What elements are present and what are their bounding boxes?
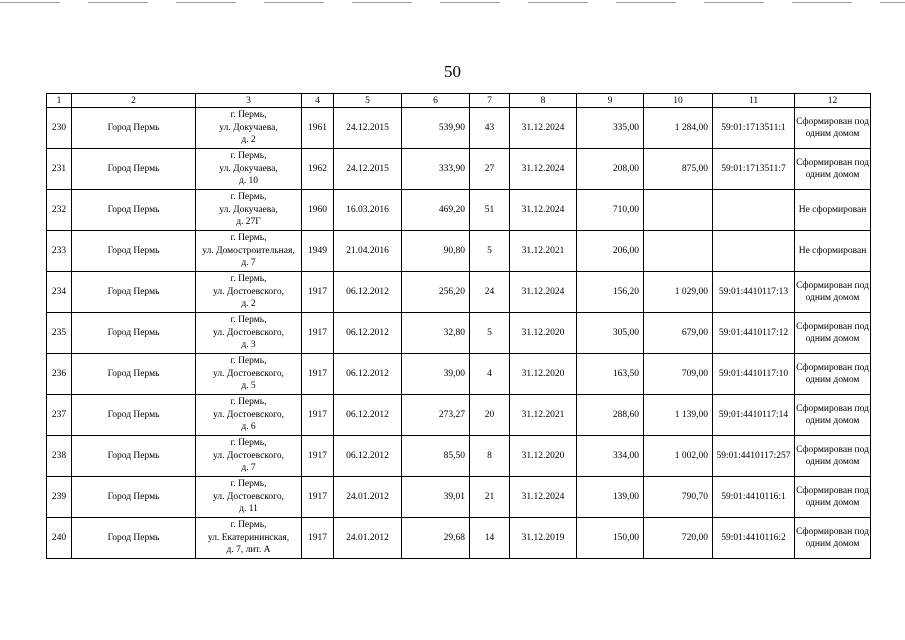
residents-cell: 5 (470, 231, 510, 272)
resettlement-deadline-cell: 31.12.2021 (510, 231, 577, 272)
municipality-cell: Город Пермь (72, 190, 196, 231)
address-cell (196, 313, 302, 354)
column-9-cell: 208,00 (577, 149, 644, 190)
residents-cell: 24 (470, 272, 510, 313)
area-cell: 273,27 (402, 395, 470, 436)
build-year-cell: 1917 (302, 354, 334, 395)
row-number-cell: 235 (47, 313, 72, 354)
resettlement-deadline-cell: 31.12.2024 (510, 149, 577, 190)
area-cell: 333,90 (402, 149, 470, 190)
build-year-cell: 1962 (302, 149, 334, 190)
municipality-cell: Город Пермь (72, 149, 196, 190)
build-year-cell: 1960 (302, 190, 334, 231)
land-plot-status-cell: Сформирован под одним домом (795, 108, 871, 149)
area-cell: 539,90 (402, 108, 470, 149)
cadastral-number-cell: 59:01:4410117:10 (713, 354, 795, 395)
column-10-cell (644, 190, 713, 231)
residents-cell: 5 (470, 313, 510, 354)
table-row (47, 395, 871, 436)
recognition-date-cell: 16.03.2016 (334, 190, 402, 231)
address-line: д. 5 (241, 381, 256, 392)
address-line: г. Пермь, (230, 315, 267, 326)
residents-cell: 14 (470, 518, 510, 559)
column-number-8: 8 (510, 94, 577, 108)
address-line: г. Пермь, (230, 151, 267, 162)
address-line: ул. Достоевского, (213, 368, 284, 379)
address-cell (196, 231, 302, 272)
cadastral-number-cell: 59:01:1713511:1 (713, 108, 795, 149)
column-10-cell: 709,00 (644, 354, 713, 395)
address-line: г. Пермь, (230, 274, 267, 285)
cadastral-number-cell: 59:01:4410116:2 (713, 518, 795, 559)
municipality-cell: Город Пермь (72, 272, 196, 313)
land-plot-status-cell: Сформирован под одним домом (795, 395, 871, 436)
address-line: д. 2 (241, 299, 256, 310)
address-line: г. Пермь, (230, 110, 267, 121)
recognition-date-cell: 06.12.2012 (334, 395, 402, 436)
area-cell: 39,00 (402, 354, 470, 395)
column-10-cell: 1 002,00 (644, 436, 713, 477)
column-9-cell: 156,20 (577, 272, 644, 313)
address-line: д. 3 (241, 340, 256, 351)
address-line: д. 2 (241, 135, 256, 146)
municipality-cell: Город Пермь (72, 231, 196, 272)
housing-register-table (46, 93, 871, 559)
column-10-cell: 875,00 (644, 149, 713, 190)
cadastral-number-cell (713, 190, 795, 231)
table-row (47, 108, 871, 149)
area-cell: 256,20 (402, 272, 470, 313)
column-number-1: 1 (47, 94, 72, 108)
address-line: д. 11 (239, 504, 258, 515)
column-9-cell: 150,00 (577, 518, 644, 559)
cadastral-number-cell: 59:01:4410117:12 (713, 313, 795, 354)
column-number-9: 9 (577, 94, 644, 108)
row-number-cell: 238 (47, 436, 72, 477)
build-year-cell: 1961 (302, 108, 334, 149)
column-9-cell: 288,60 (577, 395, 644, 436)
address-line: ул. Достоевского, (213, 491, 284, 502)
address-line: ул. Докучаева, (219, 163, 278, 174)
build-year-cell: 1949 (302, 231, 334, 272)
land-plot-status-cell: Сформирован под одним домом (795, 436, 871, 477)
residents-cell: 27 (470, 149, 510, 190)
table-row (47, 354, 871, 395)
cadastral-number-cell: 59:01:1713511:7 (713, 149, 795, 190)
cadastral-number-cell: 59:01:4410116:1 (713, 477, 795, 518)
land-plot-status-cell: Не сформирован (795, 231, 871, 272)
recognition-date-cell: 06.12.2012 (334, 436, 402, 477)
area-cell: 29,68 (402, 518, 470, 559)
build-year-cell: 1917 (302, 395, 334, 436)
land-plot-status-cell: Сформирован под одним домом (795, 354, 871, 395)
municipality-cell: Город Пермь (72, 518, 196, 559)
column-9-cell: 335,00 (577, 108, 644, 149)
row-number-cell: 231 (47, 149, 72, 190)
column-10-cell: 679,00 (644, 313, 713, 354)
address-line: г. Пермь, (230, 520, 267, 531)
address-cell (196, 190, 302, 231)
column-number-5: 5 (334, 94, 402, 108)
row-number-cell: 232 (47, 190, 72, 231)
column-9-cell: 163,50 (577, 354, 644, 395)
address-line: ул. Екатерининская, (207, 532, 290, 543)
address-line: г. Пермь, (230, 438, 267, 449)
column-10-cell: 1 139,00 (644, 395, 713, 436)
resettlement-deadline-cell: 31.12.2020 (510, 354, 577, 395)
build-year-cell: 1917 (302, 272, 334, 313)
recognition-date-cell: 06.12.2012 (334, 313, 402, 354)
area-cell: 39,01 (402, 477, 470, 518)
address-line: ул. Достоевского, (213, 327, 284, 338)
resettlement-deadline-cell: 31.12.2020 (510, 313, 577, 354)
row-number-cell: 230 (47, 108, 72, 149)
resettlement-deadline-cell: 31.12.2019 (510, 518, 577, 559)
residents-cell: 4 (470, 354, 510, 395)
address-line: г. Пермь, (230, 479, 267, 490)
column-10-cell (644, 231, 713, 272)
table-row (47, 313, 871, 354)
scan-top-rule (0, 2, 905, 3)
recognition-date-cell: 21.04.2016 (334, 231, 402, 272)
address-cell (196, 354, 302, 395)
cadastral-number-cell: 59:01:4410117:14 (713, 395, 795, 436)
address-cell (196, 272, 302, 313)
address-line: г. Пермь, (230, 233, 267, 244)
table-row (47, 190, 871, 231)
area-cell: 90,80 (402, 231, 470, 272)
land-plot-status-cell: Не сформирован (795, 190, 871, 231)
cadastral-number-cell (713, 231, 795, 272)
address-cell (196, 149, 302, 190)
residents-cell: 21 (470, 477, 510, 518)
address-cell (196, 436, 302, 477)
address-line: ул. Достоевского, (213, 409, 284, 420)
table-row (47, 149, 871, 190)
table-row (47, 436, 871, 477)
resettlement-deadline-cell: 31.12.2020 (510, 436, 577, 477)
address-line: д. 7, лит. А (226, 545, 271, 556)
residents-cell: 43 (470, 108, 510, 149)
row-number-cell: 234 (47, 272, 72, 313)
address-line: д. 10 (238, 176, 259, 187)
resettlement-deadline-cell: 31.12.2024 (510, 108, 577, 149)
build-year-cell: 1917 (302, 436, 334, 477)
cadastral-number-cell: 59:01:4410117:13 (713, 272, 795, 313)
residents-cell: 51 (470, 190, 510, 231)
recognition-date-cell: 24.01.2012 (334, 477, 402, 518)
column-9-cell: 334,00 (577, 436, 644, 477)
column-9-cell: 305,00 (577, 313, 644, 354)
address-line: г. Пермь, (230, 397, 267, 408)
address-cell (196, 518, 302, 559)
address-line: д. 7 (241, 258, 256, 269)
land-plot-status-cell: Сформирован под одним домом (795, 149, 871, 190)
cadastral-number-cell: 59:01:4410117:257 (713, 436, 795, 477)
resettlement-deadline-cell: 31.12.2021 (510, 395, 577, 436)
municipality-cell: Город Пермь (72, 108, 196, 149)
municipality-cell: Город Пермь (72, 436, 196, 477)
residents-cell: 8 (470, 436, 510, 477)
land-plot-status-cell: Сформирован под одним домом (795, 477, 871, 518)
column-number-11: 11 (713, 94, 795, 108)
municipality-cell: Город Пермь (72, 395, 196, 436)
land-plot-status-cell: Сформирован под одним домом (795, 518, 871, 559)
recognition-date-cell: 06.12.2012 (334, 354, 402, 395)
resettlement-deadline-cell: 31.12.2024 (510, 190, 577, 231)
column-number-10: 10 (644, 94, 713, 108)
address-cell (196, 108, 302, 149)
municipality-cell: Город Пермь (72, 477, 196, 518)
municipality-cell: Город Пермь (72, 354, 196, 395)
recognition-date-cell: 24.12.2015 (334, 149, 402, 190)
row-number-cell: 236 (47, 354, 72, 395)
column-10-cell: 1 284,00 (644, 108, 713, 149)
address-line: д. 27Г (236, 217, 261, 228)
address-line: г. Пермь, (230, 192, 267, 203)
row-number-cell: 237 (47, 395, 72, 436)
build-year-cell: 1917 (302, 313, 334, 354)
address-line: д. 7 (241, 463, 256, 474)
column-9-cell: 206,00 (577, 231, 644, 272)
recognition-date-cell: 24.12.2015 (334, 108, 402, 149)
column-9-cell: 710,00 (577, 190, 644, 231)
column-number-7: 7 (470, 94, 510, 108)
table-row (47, 477, 871, 518)
address-line: ул. Достоевского, (213, 286, 284, 297)
residents-cell: 20 (470, 395, 510, 436)
column-10-cell: 1 029,00 (644, 272, 713, 313)
recognition-date-cell: 24.01.2012 (334, 518, 402, 559)
recognition-date-cell: 06.12.2012 (334, 272, 402, 313)
column-number-4: 4 (302, 94, 334, 108)
build-year-cell: 1917 (302, 518, 334, 559)
table-row (47, 231, 871, 272)
address-line: ул. Докучаева, (219, 122, 278, 133)
land-plot-status-cell: Сформирован под одним домом (795, 313, 871, 354)
column-10-cell: 720,00 (644, 518, 713, 559)
address-line: д. 6 (241, 422, 256, 433)
page-number: 50 (444, 62, 461, 81)
column-number-12: 12 (795, 94, 871, 108)
address-cell (196, 477, 302, 518)
column-number-6: 6 (402, 94, 470, 108)
column-number-3: 3 (196, 94, 302, 108)
area-cell: 469,20 (402, 190, 470, 231)
address-line: ул. Достоевского, (213, 450, 284, 461)
address-line: ул. Докучаева, (219, 204, 278, 215)
column-number-row (47, 94, 871, 108)
address-cell (196, 395, 302, 436)
column-10-cell: 790,70 (644, 477, 713, 518)
resettlement-deadline-cell: 31.12.2024 (510, 477, 577, 518)
column-9-cell: 139,00 (577, 477, 644, 518)
build-year-cell: 1917 (302, 477, 334, 518)
resettlement-deadline-cell: 31.12.2024 (510, 272, 577, 313)
table-row (47, 518, 871, 559)
address-line: г. Пермь, (230, 356, 267, 367)
land-plot-status-cell: Сформирован под одним домом (795, 272, 871, 313)
area-cell: 32,80 (402, 313, 470, 354)
row-number-cell: 240 (47, 518, 72, 559)
area-cell: 85,50 (402, 436, 470, 477)
column-number-2: 2 (72, 94, 196, 108)
address-line: ул. Домостроительная, (202, 245, 295, 256)
table-row (47, 272, 871, 313)
row-number-cell: 239 (47, 477, 72, 518)
row-number-cell: 233 (47, 231, 72, 272)
municipality-cell: Город Пермь (72, 313, 196, 354)
